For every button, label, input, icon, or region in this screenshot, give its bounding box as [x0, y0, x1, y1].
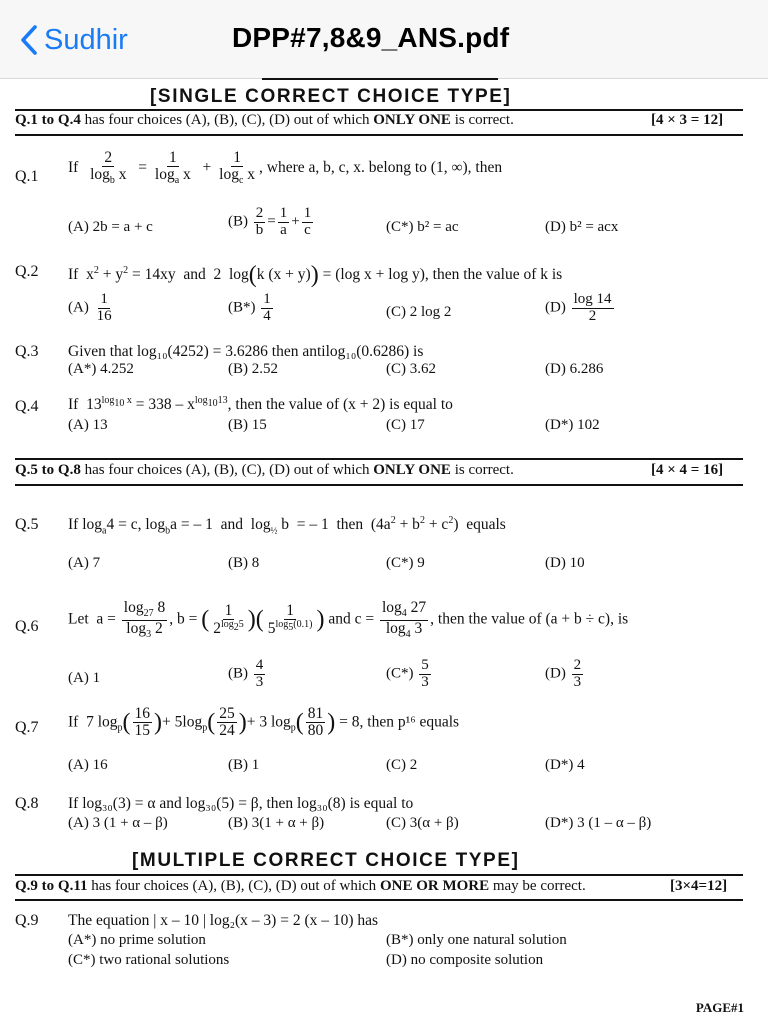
rule [15, 899, 743, 901]
back-button[interactable] [20, 20, 128, 60]
q7-text: If 7 $\log_p$( $\frac{16}{15}$ )+ $5\log_p$( $\frac{25}{24}$ )+ 3 $\log_p$( $\frac{81}{80}$ ) = 8, then p¹⁶ equals [68, 705, 460, 740]
q4-option-c: (C) 17 [386, 417, 425, 433]
q1-number: Q.1 [15, 168, 39, 185]
q1-option-a: (A) 2b = a + c [68, 219, 153, 235]
q5-text: If $\log_a4 = c$, $\log_ba$ = – 1 and $\log_{\frac{1}{2}} b$ = – 1 then $(4a^2 + b^2 + c^2)$ equals [68, 515, 506, 537]
marks-3: [3×4=12] [670, 878, 728, 894]
instruction-3: Q.9 to Q.11 has four choices (A), (B), (C), (D) out of which ONE OR MORE may be correct. [15, 878, 586, 894]
document-title: DPP#7,8&9_ANS.pdf [232, 22, 510, 53]
q4-number: Q.4 [15, 398, 39, 415]
q2-option-d: (D) $\frac{\log 14}{2}$ [545, 291, 612, 324]
q8-number: Q.8 [15, 795, 39, 812]
q9-option-c: (C*) two rational solutions [68, 952, 230, 968]
q7-option-b: (B) 1 [228, 757, 260, 773]
q8-text: If log₃₀(3) = α and log₃₀(5) = β, then log₃₀(8) is equal to [68, 795, 414, 812]
q6-number: Q.6 [15, 618, 39, 635]
q1-option-c: (C*) b² = ac [386, 219, 459, 235]
section-title-single: [SINGLE CORRECT CHOICE TYPE] [150, 86, 512, 107]
q5-option-b: (B) 8 [228, 555, 260, 571]
q6-text: Let a = $\frac{\log_{27} 8}{\log_3 2}$ , b = ( $\frac{1}{2^{log_25}}$ )( $\frac{1}{5^{log_5(0.1)}}$ ) and c = $\frac{\log_4 27}{\log_4 3}$ , then the value of (a + b ÷ c), is [68, 599, 629, 640]
top-rule [262, 78, 498, 80]
q9-number: Q.9 [15, 912, 39, 929]
q7-option-d: (D*) 4 [545, 757, 585, 773]
q7-option-a: (A) 16 [68, 757, 108, 773]
rule [15, 458, 743, 460]
rule [15, 109, 743, 111]
marks-1: [4 × 3 = 12] [651, 112, 724, 128]
q2-option-c: (C) 2 log 2 [386, 304, 452, 320]
q6-option-c: (C*) $\frac{5}{3}$ [386, 657, 429, 690]
q1-text: If $\frac{2}{\log_b x}$ = $\frac{1}{\log_a x}$ + $\frac{1}{\log_c x}$ , where a, b, c, x. belong to (1, ∞), then [68, 149, 503, 187]
q3-number: Q.3 [15, 343, 39, 360]
q5-option-c: (C*) 9 [386, 555, 425, 571]
q5-option-a: (A) 7 [68, 555, 101, 571]
q2-number: Q.2 [15, 263, 39, 280]
q6-option-b: (B) $\frac{4}{3}$ [228, 657, 264, 690]
marks-2: [4 × 4 = 16] [651, 462, 724, 478]
rule [15, 134, 743, 136]
q4-option-d: (D*) 102 [545, 417, 600, 433]
q6-option-a: (A) 1 [68, 670, 101, 686]
q4-option-a: (A) 13 [68, 417, 108, 433]
q9-text: The equation | x – 10 | log₂(x – 3) = 2 (x – 10) has [68, 912, 379, 929]
q8-option-c: (C) 3(α + β) [386, 815, 459, 831]
q3-option-d: (D) 6.286 [545, 361, 604, 377]
instruction-2: Q.5 to Q.8 has four choices (A), (B), (C), (D) out of which ONLY ONE is correct. [15, 462, 514, 478]
q9-option-a: (A*) no prime solution [68, 932, 206, 948]
section-title-multiple: [MULTIPLE CORRECT CHOICE TYPE] [132, 850, 520, 871]
pdf-page[interactable] [0, 78, 768, 1024]
q8-option-d: (D*) 3 (1 – α – β) [545, 815, 652, 831]
q8-option-a: (A) 3 (1 + α – β) [68, 815, 168, 831]
q5-number: Q.5 [15, 516, 39, 533]
q3-option-c: (C) 3.62 [386, 361, 436, 377]
q4-text: If $13^{log_{10} x} = 338 - x^{log_{10}13}$, then the value of (x + 2) is equal to [68, 395, 453, 414]
q9-option-d: (D) no composite solution [386, 952, 544, 968]
instruction-1: Q.1 to Q.4 has four choices (A), (B), (C), (D) out of which ONLY ONE is correct. [15, 112, 514, 128]
q8-option-b: (B) 3(1 + α + β) [228, 815, 325, 831]
page-number: PAGE#1 [695, 1000, 744, 1015]
q7-option-c: (C) 2 [386, 757, 418, 773]
back-label: Sudhir [44, 23, 128, 56]
q1-option-b: (B) $\frac{2}{b}$ = $\frac{1}{a}$ + $\frac{1}{c}$ [228, 205, 312, 238]
q9-option-b: (B*) only one natural solution [386, 932, 567, 948]
q2-option-a: (A) $\frac{1}{16}$ [68, 291, 112, 324]
q7-number: Q.7 [15, 719, 39, 736]
nav-bar [0, 0, 768, 79]
chevron-left-icon [20, 25, 38, 55]
q3-text: Given that log₁₀(4252) = 3.6286 then antilog₁₀(0.6286) is [68, 343, 424, 360]
q1-option-d: (D) b² = acx [545, 219, 619, 235]
rule [15, 484, 743, 486]
q2-option-b: (B*) $\frac{1}{4}$ [228, 291, 271, 324]
q6-option-d: (D) $\frac{2}{3}$ [545, 657, 582, 690]
q5-option-d: (D) 10 [545, 555, 585, 571]
q3-option-a: (A*) 4.252 [68, 361, 134, 377]
q2-text: If $x^2 + y^2 = 14xy$ and 2 log(k (x + y)) = (log x + log y), then the value of k is [68, 262, 563, 288]
q4-option-b: (B) 15 [228, 417, 267, 433]
q3-option-b: (B) 2.52 [228, 361, 278, 377]
rule [15, 874, 743, 876]
